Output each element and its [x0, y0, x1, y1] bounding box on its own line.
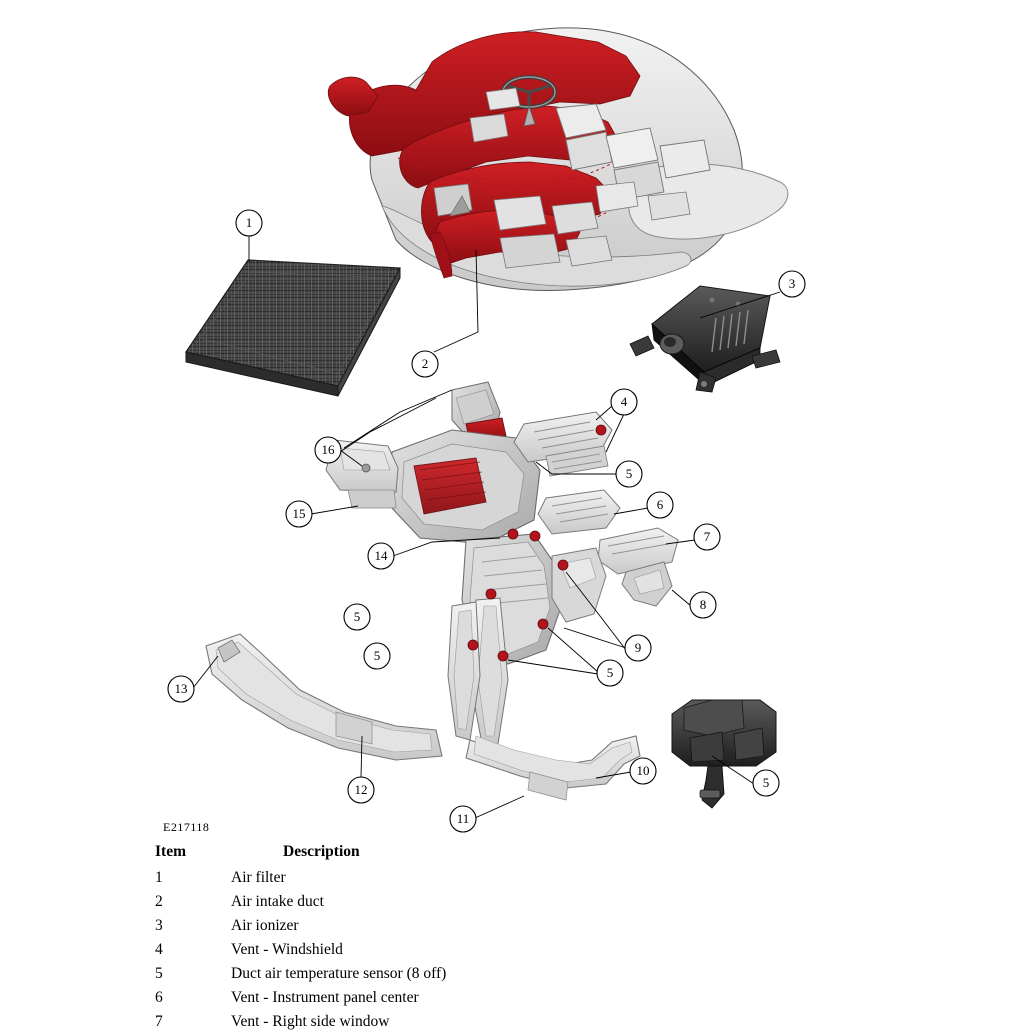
callout-number: 4	[620, 393, 628, 409]
callout-5	[597, 660, 623, 686]
callout-6	[647, 492, 673, 518]
callout-number: 2	[421, 355, 429, 371]
cell-description: Air intake duct	[231, 893, 324, 910]
callout-16	[315, 437, 341, 463]
vehicle-interior-illustration	[328, 28, 788, 291]
table-row	[155, 1010, 446, 1034]
callout-15	[286, 501, 312, 527]
callout-1	[236, 210, 262, 236]
column-header-item: Item	[155, 843, 186, 860]
table-row	[155, 962, 446, 986]
callout-number: 13	[174, 680, 188, 696]
table-header-row	[155, 843, 446, 866]
callout-number: 5	[625, 465, 633, 481]
table-row	[155, 986, 446, 1010]
callout-7	[694, 524, 720, 550]
table-body	[155, 866, 446, 1034]
legend-table	[155, 843, 775, 1034]
callout-4	[611, 389, 637, 415]
callout-number: 5	[373, 647, 381, 663]
callout-8	[690, 592, 716, 618]
callout-2	[412, 351, 438, 377]
cell-description: Vent - Windshield	[231, 941, 343, 958]
callout-number: 5	[606, 664, 614, 680]
table-row	[155, 866, 446, 890]
callout-5	[364, 643, 390, 669]
callout-number: 6	[656, 496, 664, 512]
callout-number: 5	[762, 774, 770, 790]
callout-3	[779, 271, 805, 297]
callout-number: 8	[699, 596, 707, 612]
callout-number: 15	[292, 505, 306, 521]
cell-item: 1	[155, 869, 163, 886]
callout-number: 3	[788, 275, 796, 291]
part-air-ionizer	[630, 286, 780, 392]
callout-number: 7	[703, 528, 711, 544]
cell-description: Vent - Instrument panel center	[231, 989, 419, 1006]
callout-12	[348, 777, 374, 803]
callout-5	[753, 770, 779, 796]
part-air-filter	[186, 260, 400, 396]
callout-number: 16	[321, 441, 335, 457]
callout-14	[368, 543, 394, 569]
callout-5	[616, 461, 642, 487]
callout-10	[630, 758, 656, 784]
callout-11	[450, 806, 476, 832]
cell-item: 2	[155, 893, 163, 910]
cell-item: 5	[155, 965, 163, 982]
table-row	[155, 890, 446, 914]
cell-description: Duct air temperature sensor (8 off)	[231, 965, 447, 982]
cell-item: 6	[155, 989, 163, 1006]
parts-table	[155, 843, 446, 1034]
callout-5	[344, 604, 370, 630]
cell-description: Air filter	[231, 869, 286, 886]
callout-number: 11	[456, 810, 470, 826]
part-right-lower-duct	[466, 736, 640, 800]
callout-9	[625, 635, 651, 661]
part-left-lower-duct	[206, 634, 442, 760]
callout-number: 12	[354, 781, 368, 797]
cell-description: Air ionizer	[231, 917, 299, 934]
callout-number: 5	[353, 608, 361, 624]
cell-item: 3	[155, 917, 163, 934]
figure-code: E217118	[163, 820, 210, 834]
table-row	[155, 914, 446, 938]
table-row	[155, 938, 446, 962]
callout-number: 1	[245, 214, 253, 230]
callout-number: 9	[634, 639, 642, 655]
callout-number: 14	[374, 547, 388, 563]
column-header-description: Description	[283, 843, 360, 860]
cell-item: 4	[155, 941, 163, 958]
callout-number: 10	[636, 762, 650, 778]
cell-description: Vent - Right side window	[231, 1013, 390, 1030]
cell-item: 7	[155, 1013, 163, 1030]
callout-13	[168, 676, 194, 702]
